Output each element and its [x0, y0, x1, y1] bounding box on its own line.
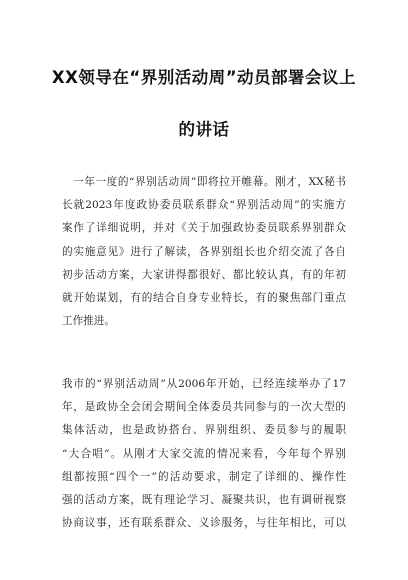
- paragraph-1-line: 就开始谋划，有的结合自身专业特长，有的聚焦部门重点: [62, 291, 346, 304]
- paragraph-2-line: 协商议事，还有联系群众、义诊服务，与往年相比，可以: [62, 517, 346, 530]
- paragraph-2-line: 年，是政协全会闭会期间全体委员共同参与的一次大型的: [62, 401, 346, 414]
- document-title-line-2: 的讲话: [178, 120, 230, 139]
- paragraph-2-line: 我市的“界别活动周”从2006年开始，已经连续举办了17: [62, 378, 346, 390]
- paragraph-2-line: 集体活动，也是政协搭台、界别组织、委员参与的履职: [62, 424, 346, 437]
- paragraph-2-line: 组都按照“四个一”的活动要求，制定了详细的、操作性: [62, 470, 346, 483]
- paragraph-2-line: 强的活动方案，既有理论学习、凝聚共识，也有调研视察: [62, 493, 346, 506]
- paragraph-1-line: 的实施意见》进行了解读，各界别组长也介绍交流了各自: [62, 245, 346, 258]
- paragraph-1-line: 案作了详细说明，并对《关于加强政协委员联系界别群众: [62, 222, 346, 235]
- paragraph-1-line: 工作推进。: [62, 315, 115, 328]
- paragraph-1-line: 初步活动方案，大家讲得都很好、都比较认真，有的年初: [62, 268, 346, 281]
- document-title-line-1: XX领导在“界别活动周”动员部署会议上: [51, 68, 357, 87]
- paragraph-2: [62, 373, 346, 535]
- paragraph-1: [62, 171, 346, 333]
- paragraph-1-line: 一年一度的“界别活动周”即将拉开帷幕。刚才，XX秘书: [62, 176, 346, 188]
- paragraph-1-line: 长就2023年度政协委员联系群众“界别活动周”的实施方: [62, 199, 346, 212]
- paragraph-2-line: “大合唱”。从刚才大家交流的情况来看，今年每个界别: [62, 447, 346, 460]
